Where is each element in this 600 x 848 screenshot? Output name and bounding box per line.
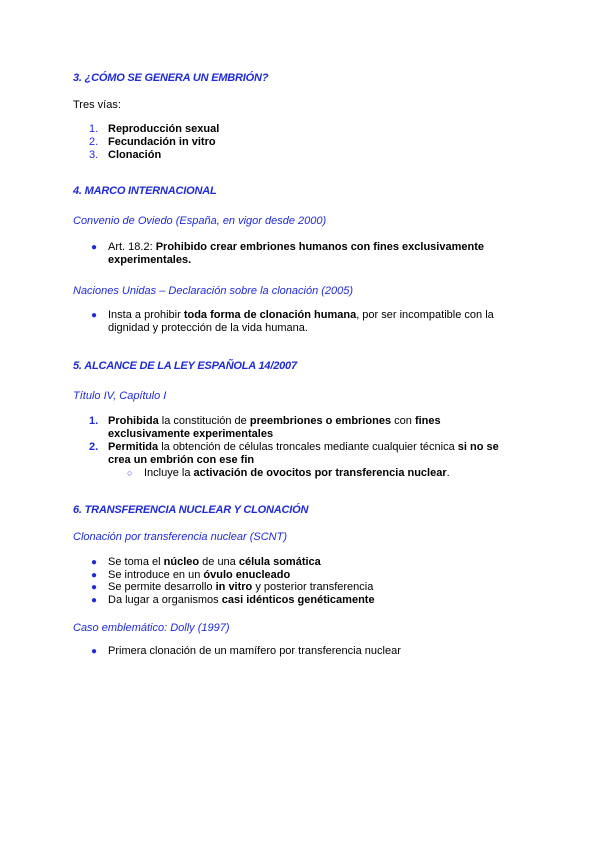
section-3-heading: 3. ¿CÓMO SE GENERA UN EMBRIÓN? [73,72,269,84]
ley-sub-item [144,467,564,480]
list-number: 1. [89,123,99,135]
dolly-title: Caso emblemático: Dolly (1997) [73,622,230,634]
onu-item [108,309,528,335]
scnt-4-bold: casi idénticos genéticamente [221,594,375,606]
scnt-1-bold1: núcleo [163,556,200,568]
ley-item-1-t1: la constitución de [158,415,250,427]
list-item: Fecundación in vitro [108,136,216,148]
bullet-icon: ● [91,242,98,253]
bullet-icon: ● [91,557,98,568]
oviedo-article [108,241,528,267]
onu-bold: toda forma de clonación humana [183,309,357,321]
onu-title: Naciones Unidas – Declaración sobre la clonación (2005) [73,285,354,297]
onu-pre: Insta a prohibir [108,309,184,321]
scnt-item-3 [108,581,528,594]
ley-item-1 [108,415,528,441]
scnt-4-pre: Da lugar a organismos [108,594,222,606]
ley-item-1-b2: preembriones o embriones [249,415,392,427]
scnt-title: Clonación por transferencia nuclear (SCNT) [73,531,287,543]
article-bold-cont: experimentales. [108,254,192,266]
ley-item-2-line2: crea un embrión con ese fin [108,454,255,466]
bullet-icon: ● [91,310,98,321]
section-4-heading: 4. MARCO INTERNACIONAL [73,185,217,197]
dolly-item: Primera clonación de un mamífero por transferencia nuclear [108,645,401,657]
section-3-intro: Tres vías: [73,99,121,111]
scnt-2-bold: óvulo enucleado [203,569,291,581]
ley-item-2 [108,441,528,467]
bullet-icon: ● [91,595,98,606]
ley-item-1-b1: Prohibida [108,415,159,427]
circle-bullet-icon: ○ [127,468,133,478]
list-number: 3. [89,149,99,161]
section-6-heading: 6. TRANSFERENCIA NUCLEAR Y CLONACIÓN [73,504,309,516]
sub-item-pre: Incluye la [144,467,194,479]
ley-item-1-b3: fines [414,415,441,427]
scnt-item-4 [108,594,528,607]
sub-item-bold: activación de ovocitos por transferencia nuclear [193,467,447,479]
scnt-3-bold: in vitro [215,581,253,593]
sub-item-post: . [446,467,450,479]
scnt-2-pre: Se introduce en un [108,569,204,581]
scnt-3-post: y posterior transferencia [252,581,374,593]
ley-item-2-b2: si no se [457,441,499,453]
scnt-1-mid: de una [199,556,239,568]
bullet-icon: ● [91,646,98,657]
list-number: 2. [89,441,99,453]
scnt-1-bold2: célula somática [238,556,321,568]
section-5-heading: 5. ALCANCE DE LA LEY ESPAÑOLA 14/2007 [73,360,297,372]
list-number: 2. [89,136,99,148]
onu-line2: dignidad y protección de la vida humana. [108,322,308,334]
scnt-3-pre: Se permite desarrollo [108,581,216,593]
section-5-subtitle: Título IV, Capítulo I [73,390,167,402]
ley-item-2-b1: Permitida [108,441,159,453]
article-bold: Prohibido crear embriones humanos con fines exclusivamente [155,241,484,253]
article-prefix: Art. 18.2: [108,241,156,253]
list-item: Clonación [108,149,162,161]
list-item: Reproducción sexual [108,123,220,135]
ley-item-2-t1: la obtención de células troncales mediante cualquier técnica [158,441,458,453]
ley-item-1-line2: exclusivamente experimentales [108,428,274,440]
scnt-1-pre: Se toma el [108,556,164,568]
bullet-icon: ● [91,570,98,581]
ley-item-1-t2: con [391,415,415,427]
list-number: 1. [89,415,99,427]
oviedo-title: Convenio de Oviedo (España, en vigor desde 2000) [73,215,327,227]
bullet-icon: ● [91,582,98,593]
onu-post: , por ser incompatible con la [356,309,494,321]
scnt-item-1 [108,556,528,569]
